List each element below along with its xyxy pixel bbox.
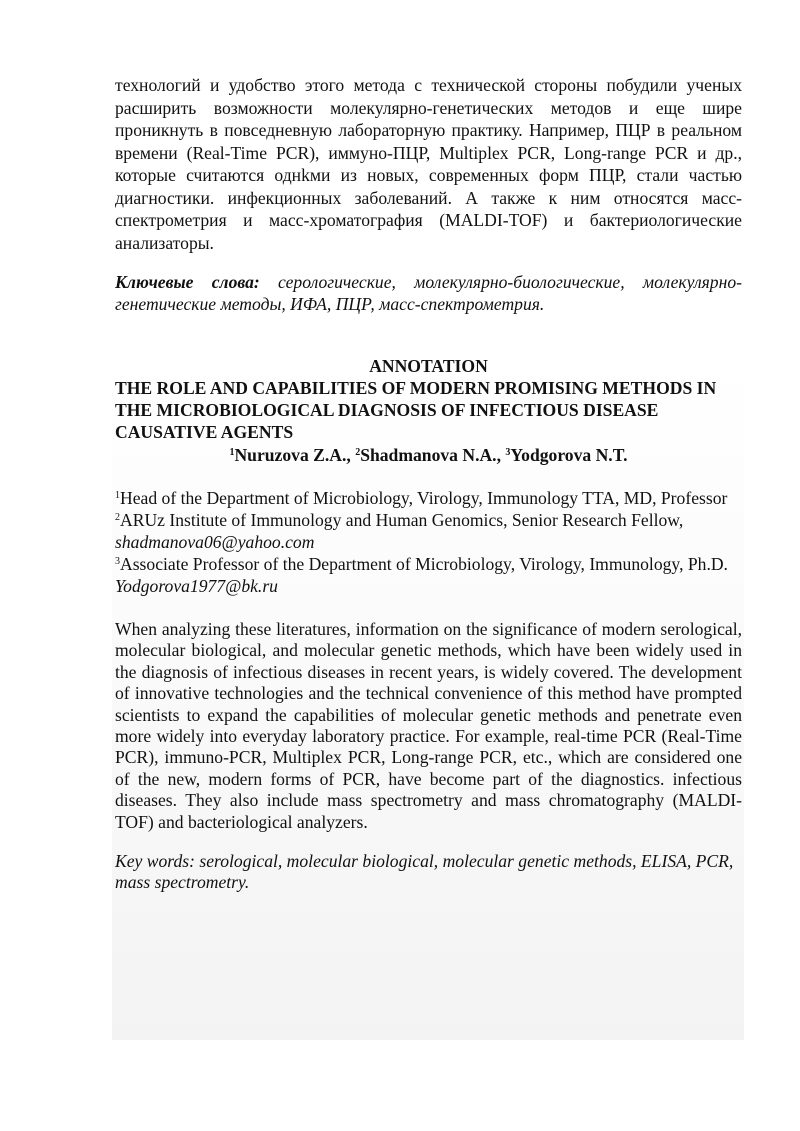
author-2-name: Shadmanova N.A., bbox=[360, 445, 501, 465]
affiliation-3-text: Associate Professor of the Department of Microbiology, Virology, Immunology, Ph.D. bbox=[120, 554, 728, 574]
affiliation-3-sup: 3 bbox=[115, 556, 120, 567]
affiliation-2-text: ARUz Institute of Immunology and Human Genomics, Senior Research Fellow, bbox=[120, 510, 684, 530]
author-2-sup: 2 bbox=[355, 447, 361, 458]
affiliation-3 bbox=[115, 553, 742, 597]
affiliation-1-text: Head of the Department of Microbiology, Virology, Immunology TTA, MD, Professor bbox=[120, 488, 728, 508]
author-3-name: Yodgorova N.T. bbox=[510, 445, 628, 465]
page-content bbox=[115, 74, 742, 894]
paper-title: THE ROLE AND CAPABILITIES OF MODERN PROMISING METHODS IN THE MICROBIOLOGICAL DIAGNOSIS OF INFECTIOUS DISEASE CAUSATIVE AGENTS bbox=[115, 378, 717, 442]
keywords-en: Key words: serological, molecular biological, molecular genetic methods, ELISA, PCR, mass spectrometry. bbox=[115, 850, 734, 893]
annotation-heading: ANNOTATION bbox=[369, 356, 488, 376]
abstract-en: When analyzing these literatures, information on the significance of modern serological, molecular biological, and molecular genetic methods, which have been widely used in the diagnosis of infectious diseases in recent years, is widely covered. The development of innovative technologies and the technical convenience of this method have prompted scientists to expand the capabilities of molecular genetic methods and penetrate even more widely into everyday laboratory practice. For example, real-time PCR (Real-Time PCR), immuno-PCR, Multiplex PCR, Long-range PCR, etc., which are considered one of the new, modern forms of PCR, have become part of the diagnostics. infectious diseases. They also include mass spectrometry and mass chromatography (MALDI-TOF) and bacteriological analyzers. bbox=[115, 619, 742, 832]
author-1-name: Nuruzova Z.A., bbox=[234, 445, 351, 465]
affiliations bbox=[115, 487, 742, 597]
russian-abstract-continuation: технологий и удобство этого метода с технической стороны побудили ученых расширить возможности молекулярно-генетических методов и еще шире проникнуть в повседневную лабораторную практику. Например, ПЦР в реальном времени (Real-Time PCR), иммуно-ПЦР, Multiplex PCR, Long-range PCR и др., которые считаются однkми из новых, современных форм ПЦР, стали частью диагностики. инфекционных заболеваний. А также к ним относятся масс-спектрометрия и масс-хроматография (MALDI-TOF) и бактериологические анализаторы. bbox=[115, 75, 742, 253]
keywords-ru-label: Ключевые слова: bbox=[115, 272, 260, 292]
affiliation-3-email: Yodgorova1977@bk.ru bbox=[115, 576, 278, 596]
affiliation-2-sup: 2 bbox=[115, 512, 120, 523]
author-1-sup: 1 bbox=[229, 447, 235, 458]
keywords-ru-text: серологические, молекулярно-биологические, молекулярно-генетические методы, ИФА, ПЦР, масс-спектрометрия. bbox=[115, 272, 742, 314]
author-line bbox=[115, 443, 742, 467]
affiliation-1-sup: 1 bbox=[115, 490, 120, 501]
keywords-ru bbox=[115, 272, 742, 315]
author-3-sup: 3 bbox=[505, 447, 511, 458]
affiliation-1 bbox=[115, 487, 742, 509]
annotation-header bbox=[115, 355, 742, 443]
affiliation-2-email: shadmanova06@yahoo.com bbox=[115, 532, 315, 552]
affiliation-2 bbox=[115, 509, 742, 553]
